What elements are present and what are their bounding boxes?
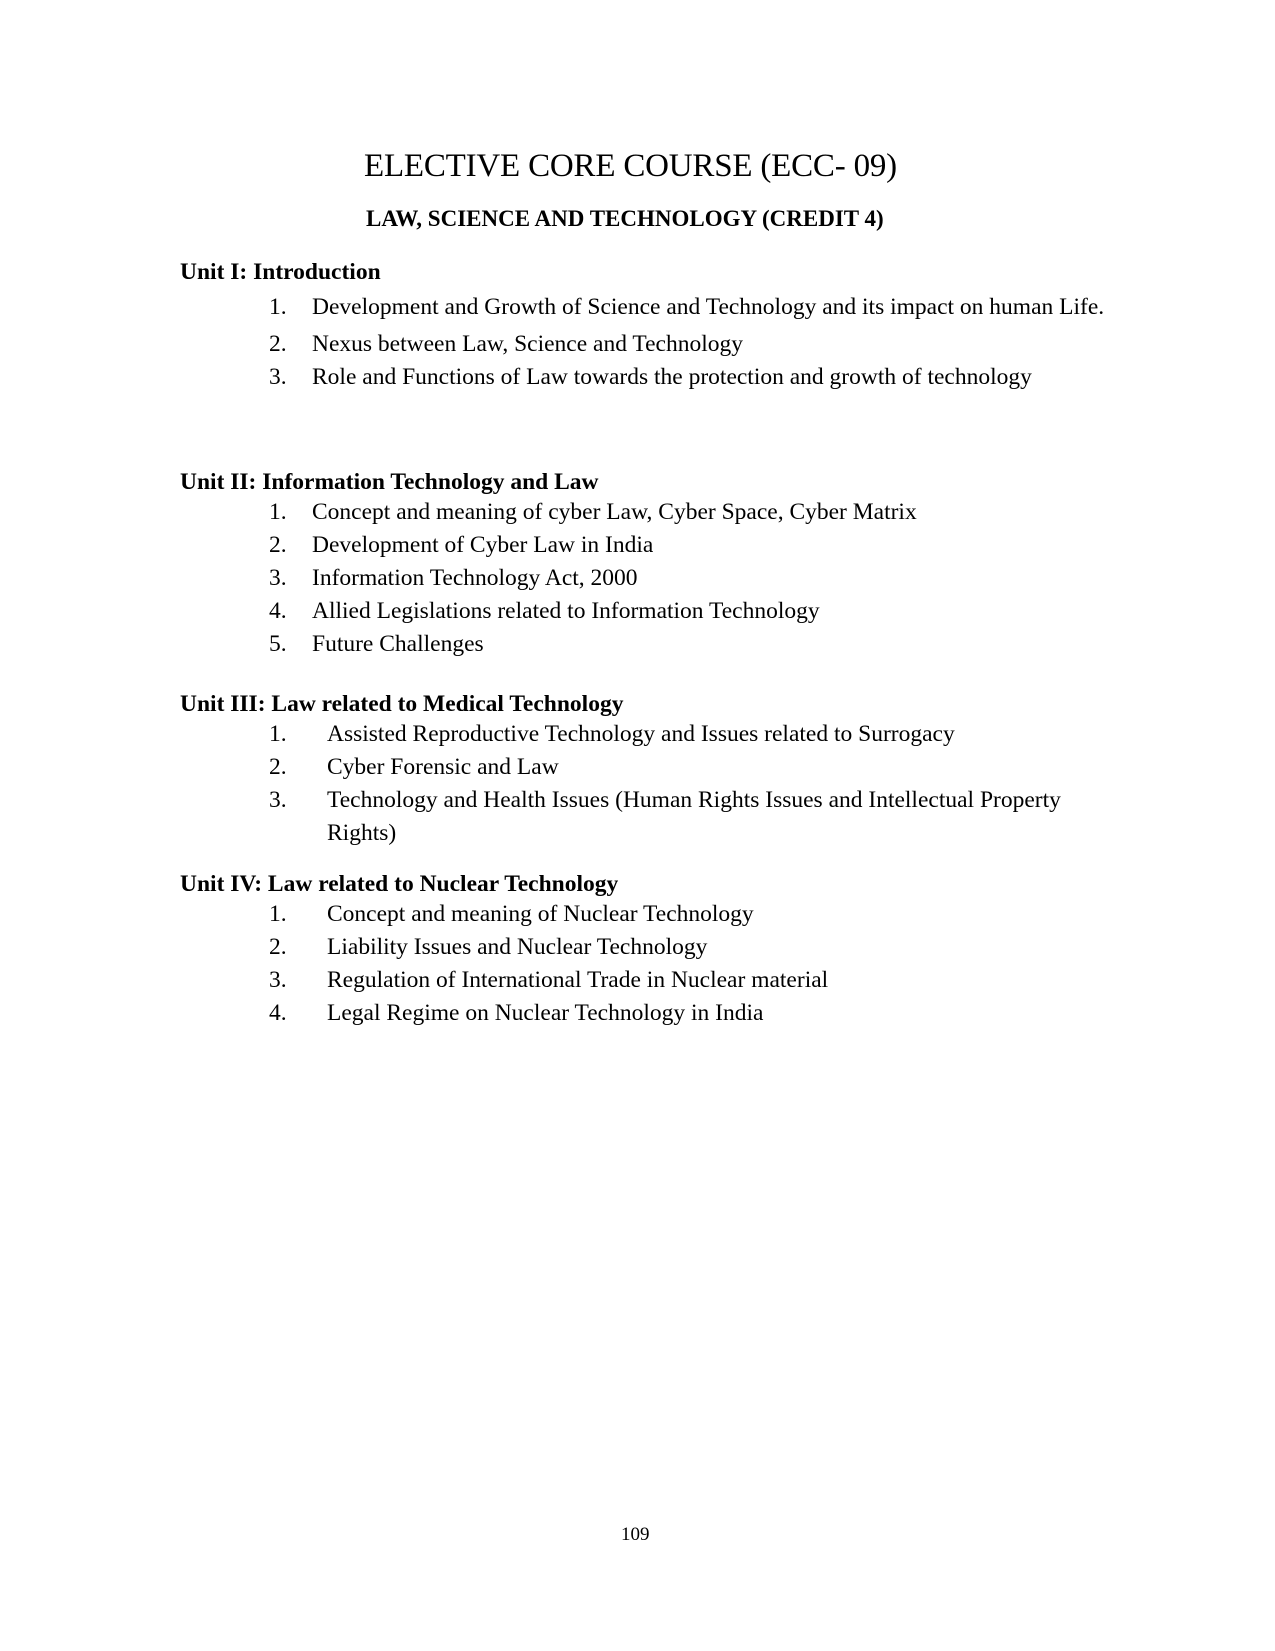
item-text: Allied Legislations related to Information Technology bbox=[312, 598, 820, 624]
item-number: 4. bbox=[269, 1000, 287, 1026]
list-item bbox=[180, 361, 1140, 394]
list-item bbox=[180, 931, 1140, 964]
list-item bbox=[180, 628, 1140, 661]
item-number: 3. bbox=[269, 565, 287, 591]
item-text: Legal Regime on Nuclear Technology in India bbox=[327, 1000, 764, 1026]
course-subtitle: LAW, SCIENCE AND TECHNOLOGY (CREDIT 4) bbox=[366, 206, 884, 231]
item-number: 2. bbox=[269, 532, 287, 558]
item-number: 4. bbox=[269, 598, 287, 624]
unit-4-heading: Unit IV: Law related to Nuclear Technology bbox=[180, 871, 619, 897]
item-text: Concept and meaning of cyber Law, Cyber Space, Cyber Matrix bbox=[312, 499, 917, 525]
item-text: Regulation of International Trade in Nuclear material bbox=[327, 967, 829, 993]
item-number: 2. bbox=[269, 934, 287, 960]
item-text: Concept and meaning of Nuclear Technology bbox=[327, 901, 754, 927]
item-text: Technology and Health Issues (Human Rights Issues and Intellectual Property Rights) bbox=[327, 787, 1061, 846]
unit-4-section bbox=[180, 870, 1140, 1030]
item-number: 1. bbox=[269, 901, 287, 927]
item-number: 3. bbox=[269, 787, 287, 813]
unit-3-list bbox=[180, 718, 1140, 850]
page-number: 109 bbox=[621, 1524, 650, 1545]
list-item bbox=[180, 898, 1140, 931]
item-text: Nexus between Law, Science and Technology bbox=[312, 331, 743, 357]
item-text: Assisted Reproductive Technology and Issues related to Surrogacy bbox=[327, 721, 955, 747]
unit-3-heading: Unit III: Law related to Medical Technology bbox=[180, 691, 624, 717]
list-item bbox=[180, 751, 1140, 784]
item-number: 1. bbox=[269, 499, 287, 525]
item-number: 3. bbox=[269, 967, 287, 993]
list-item bbox=[180, 964, 1140, 997]
list-item bbox=[180, 595, 1140, 628]
list-item bbox=[180, 529, 1140, 562]
item-number: 1. bbox=[269, 294, 287, 320]
unit-2-heading: Unit II: Information Technology and Law bbox=[180, 469, 599, 495]
list-item bbox=[180, 784, 1140, 850]
unit-4-list bbox=[180, 898, 1140, 1030]
item-text: Development and Growth of Science and Technology and its impact on human Life. bbox=[312, 294, 1105, 320]
item-number: 2. bbox=[269, 331, 287, 357]
item-text: Liability Issues and Nuclear Technology bbox=[327, 934, 708, 960]
unit-1-heading: Unit I: Introduction bbox=[180, 259, 381, 285]
unit-3-section bbox=[180, 690, 1140, 850]
item-text: Future Challenges bbox=[312, 631, 484, 657]
item-text: Cyber Forensic and Law bbox=[327, 754, 559, 780]
item-number: 2. bbox=[269, 754, 287, 780]
unit-1-list bbox=[180, 286, 1140, 394]
course-title: ELECTIVE CORE COURSE (ECC- 09) bbox=[364, 148, 897, 184]
unit-2-section bbox=[180, 468, 1140, 661]
list-item bbox=[180, 997, 1140, 1030]
item-number: 3. bbox=[269, 364, 287, 390]
item-number: 1. bbox=[269, 721, 287, 747]
unit-1-section bbox=[180, 258, 1140, 394]
list-item bbox=[180, 496, 1140, 529]
item-text: Role and Functions of Law towards the protection and growth of technology bbox=[312, 364, 1032, 390]
list-item bbox=[180, 718, 1140, 751]
item-number: 5. bbox=[269, 631, 287, 657]
list-item bbox=[180, 328, 1140, 361]
list-item bbox=[180, 286, 1140, 328]
unit-2-list bbox=[180, 496, 1140, 661]
list-item bbox=[180, 562, 1140, 595]
item-text: Development of Cyber Law in India bbox=[312, 532, 654, 558]
item-text: Information Technology Act, 2000 bbox=[312, 565, 638, 591]
